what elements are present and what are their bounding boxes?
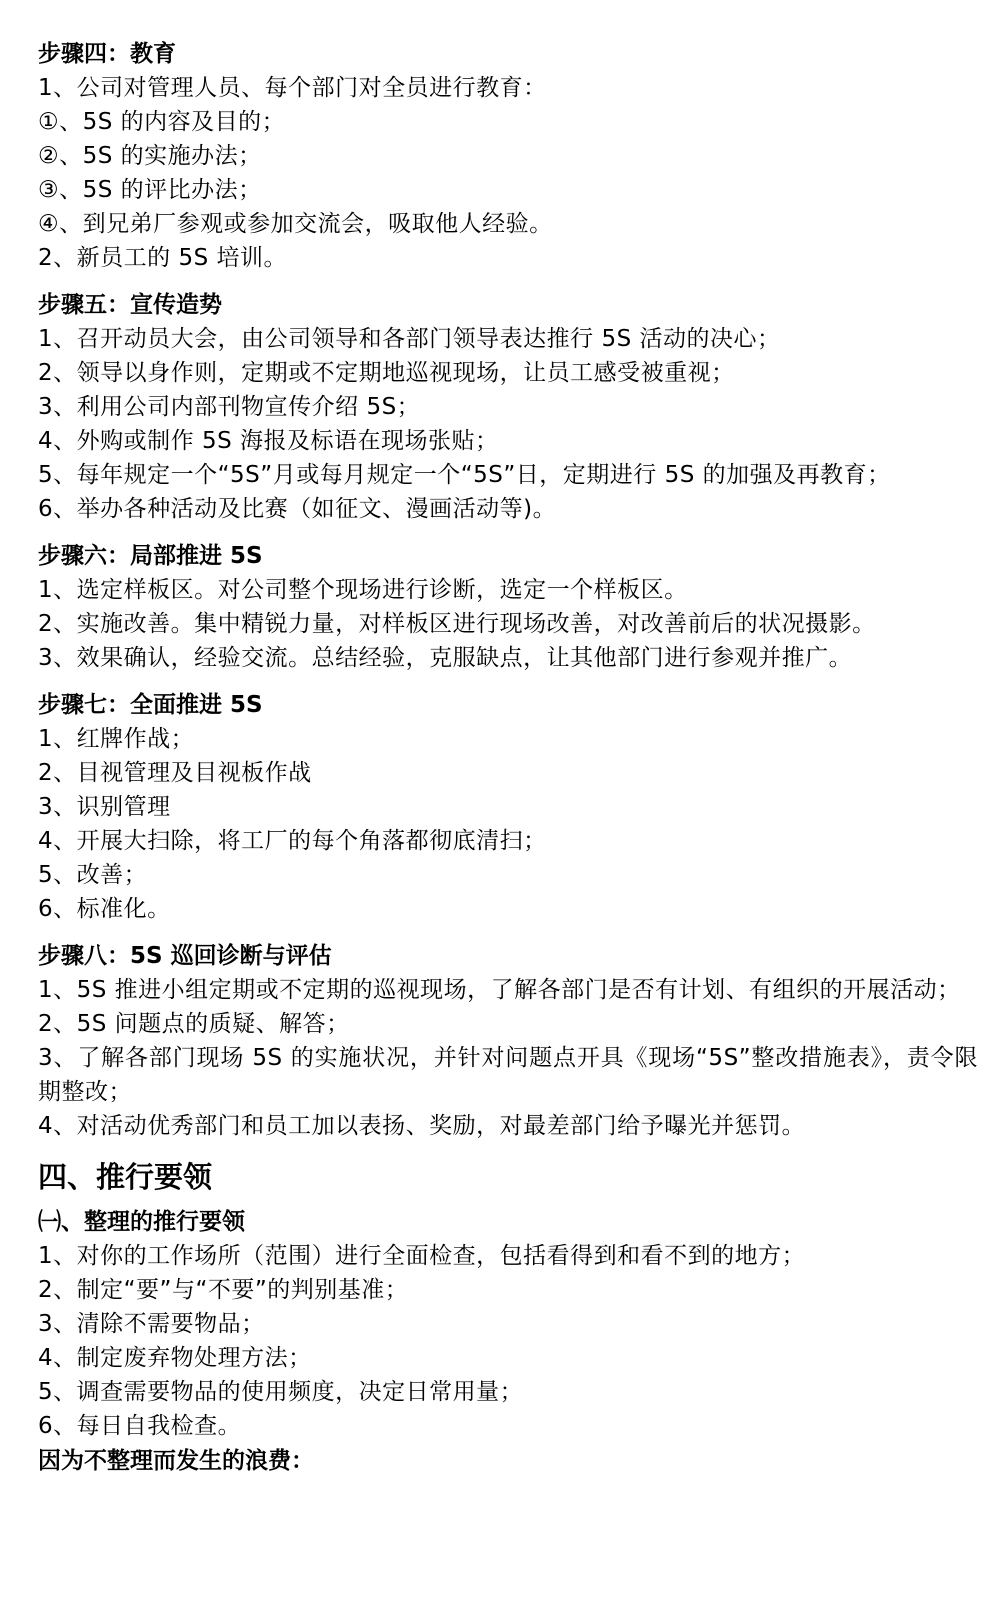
step-5-line-4: 4、外购或制作 5S 海报及标语在现场张贴； [38, 428, 499, 454]
step-8-block [38, 940, 978, 1143]
step-6-line-2: 2、实施改善。集中精锐力量，对样板区进行现场改善，对改善前后的状况摄影。 [38, 611, 876, 637]
step-5-line-6: 6、举办各种活动及比赛（如征文、漫画活动等)。 [38, 496, 557, 522]
step-4-line-5: ④、到兄弟厂参观或参加交流会，吸取他人经验。 [38, 211, 553, 237]
step-5-line-1: 1、召开动员大会，由公司领导和各部门领导表达推行 5S 活动的决心； [38, 326, 781, 352]
subsection-1-line-5: 5、调查需要物品的使用频度，决定日常用量； [38, 1379, 524, 1405]
step-4-line-2: ①、5S 的内容及目的； [38, 109, 286, 135]
step-7-line-5: 5、改善； [38, 862, 148, 888]
step-4-line-3: ②、5S 的实施办法； [38, 143, 262, 169]
step-8-line-4: 4、对活动优秀部门和员工加以表扬、奖励，对最差部门给予曝光并惩罚。 [38, 1113, 806, 1139]
waste-heading: 因为不整理而发生的浪费： [38, 1448, 314, 1474]
step-7-line-3: 3、识别管理 [38, 794, 171, 820]
subsection-1-line-6: 6、每日自我检查。 [38, 1413, 242, 1439]
step-5-block [38, 289, 978, 526]
step-7-title: 步骤七：全面推进 5S [38, 692, 263, 718]
step-7-line-6: 6、标准化。 [38, 896, 171, 922]
document-page [38, 38, 978, 1479]
step-8-line-2: 2、5S 问题点的质疑、解答； [38, 1011, 350, 1037]
subsection-1-line-2: 2、制定“要”与“不要”的判别基准； [38, 1277, 409, 1303]
step-5-line-3: 3、利用公司内部刊物宣传介绍 5S； [38, 394, 421, 420]
step-4-line-4: ③、5S 的评比办法； [38, 177, 262, 203]
step-7-line-4: 4、开展大扫除，将工厂的每个角落都彻底清扫； [38, 828, 547, 854]
step-7-line-1: 1、红牌作战； [38, 726, 195, 752]
step-5-title: 步骤五：宣传造势 [38, 292, 222, 318]
subsection-1-line-1: 1、对你的工作场所（范围）进行全面检查，包括看得到和看不到的地方； [38, 1243, 806, 1269]
step-5-line-5: 5、每年规定一个“5S”月或每月规定一个“5S”日，定期进行 5S 的加强及再教育； [38, 462, 891, 488]
subsection-1-title: ㈠、整理的推行要领 [38, 1209, 245, 1235]
step-8-title: 步骤八：5S 巡回诊断与评估 [38, 943, 332, 969]
step-6-block [38, 540, 978, 675]
step-4-block [38, 38, 978, 275]
subsection-1-line-3: 3、清除不需要物品； [38, 1311, 265, 1337]
step-7-line-2: 2、目视管理及目视板作战 [38, 760, 312, 786]
step-7-block [38, 689, 978, 926]
step-6-title: 步骤六：局部推进 5S [38, 543, 263, 569]
step-8-line-3: 3、了解各部门现场 5S 的实施状况，并针对问题点开具《现场“5S”整改措施表》，责令限期整改； [38, 1045, 978, 1105]
step-4-line-6: 2、新员工的 5S 培训。 [38, 245, 287, 271]
step-5-line-2: 2、领导以身作则，定期或不定期地巡视现场，让员工感受被重视； [38, 360, 735, 386]
step-4-line-1: 1、公司对管理人员、每个部门对全员进行教育： [38, 75, 547, 101]
section-4-title: 四、推行要领 [38, 1160, 213, 1194]
step-4-title: 步骤四：教育 [38, 41, 176, 67]
subsection-1-line-4: 4、制定废弃物处理方法； [38, 1345, 312, 1371]
step-6-line-1: 1、选定样板区。对公司整个现场进行诊断，选定一个样板区。 [38, 577, 688, 603]
step-6-line-3: 3、效果确认，经验交流。总结经验，克服缺点，让其他部门进行参观并推广。 [38, 645, 853, 671]
step-8-line-1: 1、5S 推进小组定期或不定期的巡视现场，了解各部门是否有计划、有组织的开展活动； [38, 977, 961, 1003]
